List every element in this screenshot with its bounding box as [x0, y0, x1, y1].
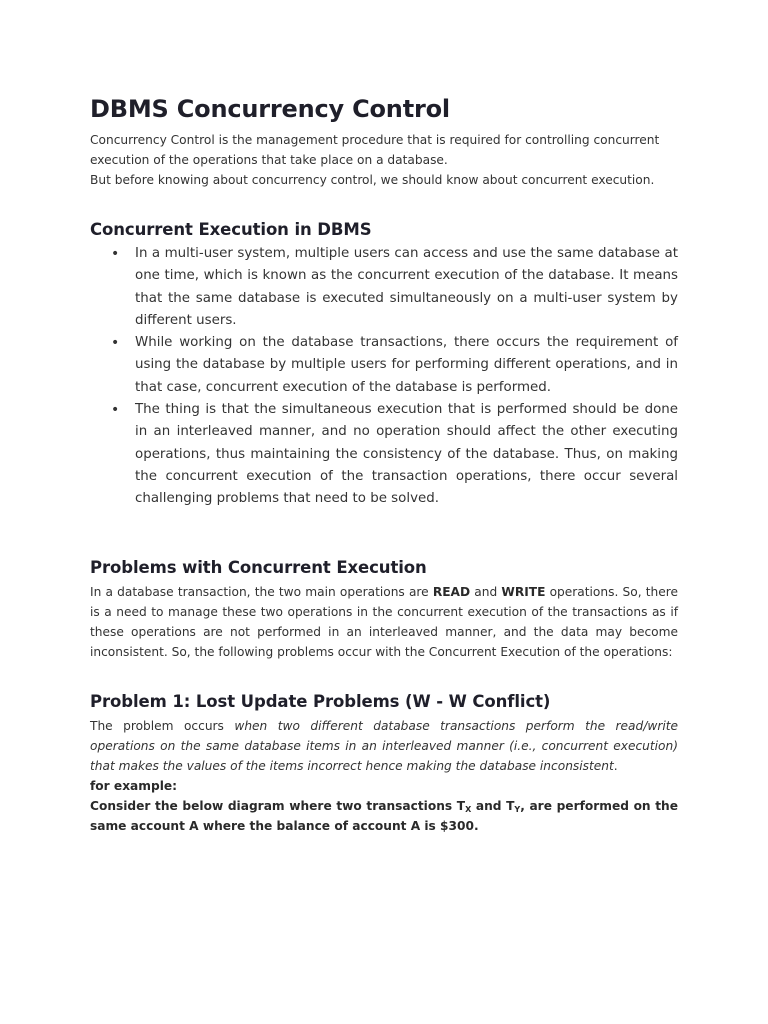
problem-1-paragraph	[90, 716, 678, 776]
list-item	[90, 399, 678, 510]
list-item-text: While working on the database transactions, there occurs the requirement of using the database by multiple users for performing different operations, and in that case, concurrent execution of the database is performed.	[135, 335, 678, 395]
problems-paragraph	[90, 582, 678, 662]
consider-paragraph	[90, 796, 678, 836]
list-item	[90, 332, 678, 399]
write-keyword: WRITE	[501, 584, 546, 599]
consider-text-a: Consider the below diagram where two transactions T	[90, 798, 466, 813]
bullet-icon: •	[111, 335, 120, 352]
section-heading-concurrent-execution: Concurrent Execution in DBMS	[90, 220, 372, 239]
section-heading-problem-1: Problem 1: Lost Update Problems (W - W Conflict)	[90, 691, 551, 711]
bullet-icon: •	[111, 402, 120, 419]
read-keyword: READ	[432, 584, 471, 599]
transaction-x-subscript: X	[465, 804, 472, 814]
document-content	[90, 93, 678, 836]
intro-line-2: But before knowing about concurrency control, we should know about concurrent execution.	[90, 173, 655, 187]
list-item-text: In a multi-user system, multiple users can access and use the same database at one time, which is known as the concurrent execution of the database. It means that the same database is executed simultaneously on a multi-user system by different users.	[135, 246, 678, 328]
problem-1-text-a: The problem occurs	[90, 718, 235, 733]
transaction-y-subscript: Y	[514, 804, 521, 814]
problem-1-text-b: .	[613, 758, 618, 773]
bullet-icon: •	[111, 246, 120, 262]
consider-text-c: , are performed on the same account A where the balance of account A is $300.	[90, 798, 678, 833]
problems-text-a: In a database transaction, the two main operations are	[90, 584, 433, 599]
problems-text-c: operations. So, there is a need to manage these two operations in the concurrent execution of the transactions as if these operations are not performed in an interleaved manner, and the data may become inconsistent. So, the following problems occur with the Concurrent Execution of the operations:	[90, 584, 679, 659]
consider-text-b: and T	[471, 798, 515, 813]
problem-1-italic-text: when two different database transactions perform the read/write operations on the same database items in an interleaved manner (i.e., concurrent execution) that makes the values of the items incorrect hence making the database inconsistent	[90, 718, 678, 773]
for-example-label: for example:	[90, 778, 178, 793]
list-item	[90, 243, 678, 332]
intro-line-1: Concurrency Control is the management procedure that is required for controlling concurrent execution of the operations that take place on a database.	[90, 133, 660, 167]
section-heading-problems: Problems with Concurrent Execution	[90, 557, 427, 577]
intro-paragraph	[90, 130, 678, 190]
concurrent-execution-list	[90, 243, 678, 511]
page-title: DBMS Concurrency Control	[90, 95, 450, 123]
problems-text-b: and	[470, 584, 502, 599]
list-item-text: The thing is that the simultaneous execution that is performed should be done in an interleaved manner, and no operation should affect the other executing operations, thus maintaining the consistency of the database. Thus, on making the concurrent execution of the transaction operations, there occur several challenging problems that need to be solved.	[135, 402, 678, 507]
